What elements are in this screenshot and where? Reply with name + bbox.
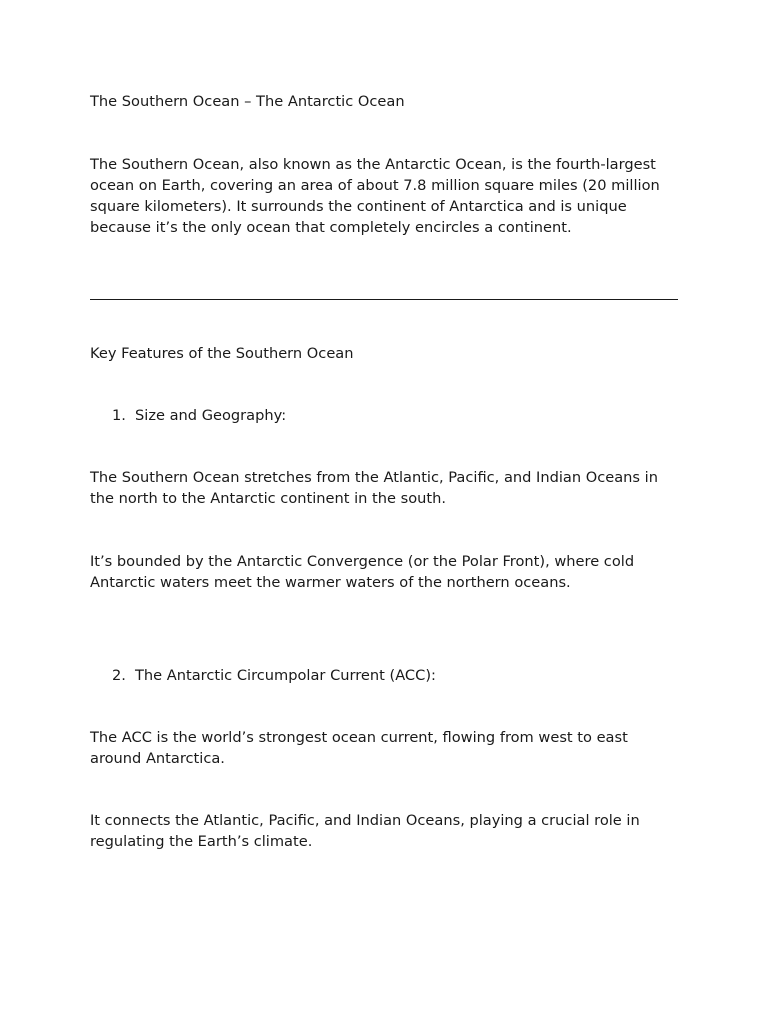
intro-paragraph: The Southern Ocean, also known as the Antarctic Ocean, is the fourth-largest ocean on Earth, covering an area of about 7.8 million square miles (20 million square kilometers). It surrounds the continent of Antarctica and is unique because it’s the only ocean that completely encircles a continent. bbox=[90, 156, 660, 236]
horizontal-divider bbox=[90, 299, 678, 300]
list-item-number: 2. bbox=[112, 667, 126, 684]
body-paragraph: It connects the Atlantic, Pacific, and Indian Oceans, playing a crucial role in regulating the Earth’s climate. bbox=[90, 812, 640, 850]
list-item bbox=[112, 405, 672, 426]
body-paragraph: The Southern Ocean stretches from the Atlantic, Pacific, and Indian Oceans in the north to the Antarctic continent in the south. bbox=[90, 469, 658, 507]
list-item-heading: Size and Geography: bbox=[135, 407, 287, 424]
list-item-number: 1. bbox=[112, 407, 126, 424]
list-item bbox=[112, 665, 672, 686]
body-paragraph: It’s bounded by the Antarctic Convergence (or the Polar Front), where cold Antarctic waters meet the warmer waters of the northern oceans. bbox=[90, 553, 635, 591]
body-paragraph: The ACC is the world’s strongest ocean current, flowing from west to east around Antarctica. bbox=[90, 729, 628, 767]
document-title: The Southern Ocean – The Antarctic Ocean bbox=[90, 93, 405, 110]
list-item-heading: The Antarctic Circumpolar Current (ACC): bbox=[135, 667, 436, 684]
section-heading: Key Features of the Southern Ocean bbox=[90, 345, 354, 362]
